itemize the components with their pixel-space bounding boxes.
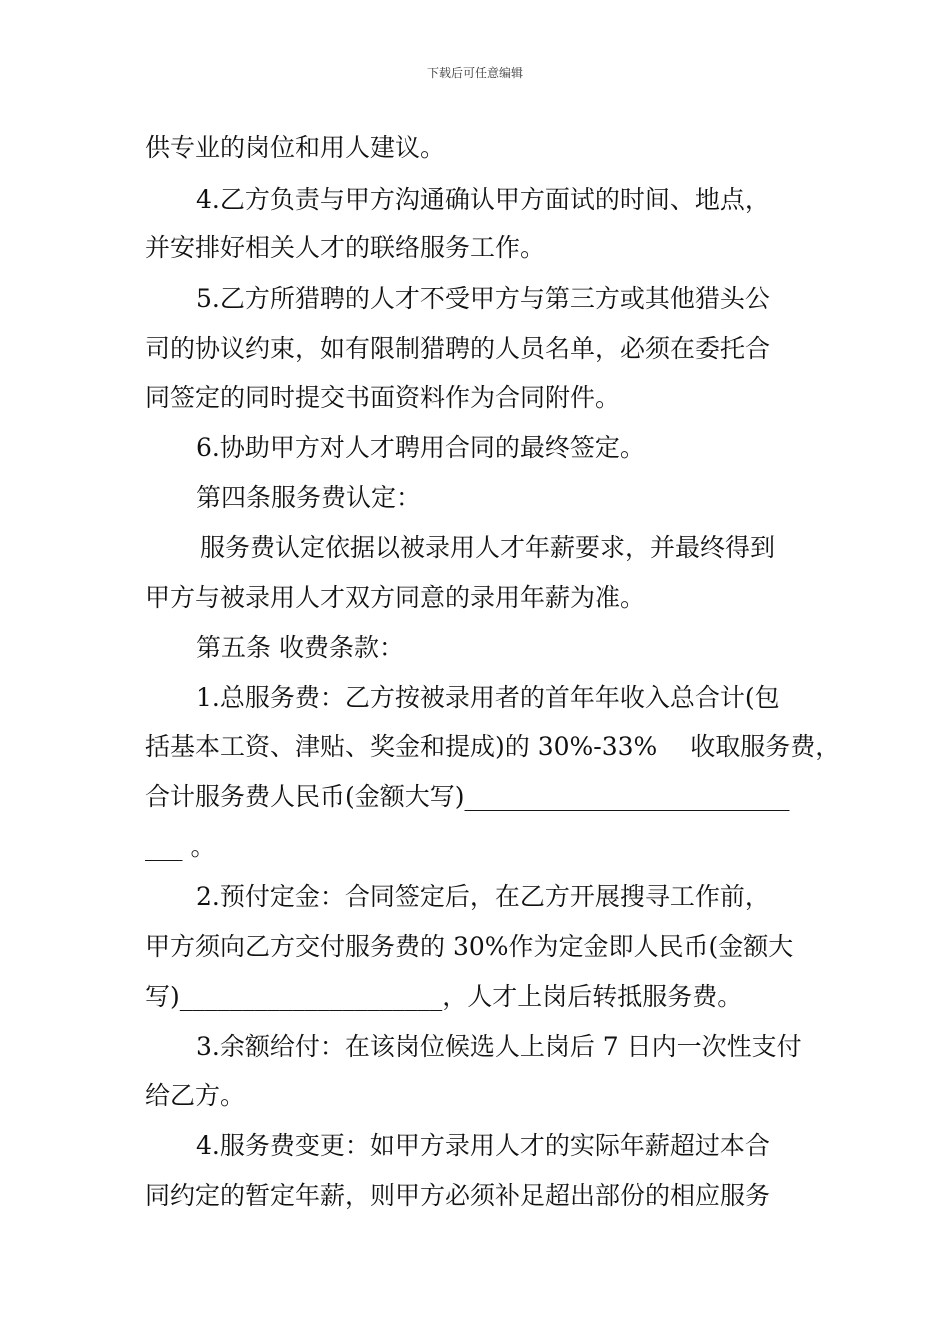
body-line: 4.服务费变更：如甲方录用人才的实际年薪超过本合 (196, 1131, 770, 1160)
body-line: 4.乙方负责与甲方沟通确认甲方面试的时间、地点， (196, 185, 770, 214)
body-line: 括基本工资、津贴、奖金和提成)的 30%-33% 收取服务费， (145, 732, 841, 761)
body-line: 合计服务费人民币(金额大写)__________________________ (145, 782, 790, 811)
body-line: 同约定的暂定年薪，则甲方必须补足超出部份的相应服务 (145, 1181, 771, 1210)
body-line: 5.乙方所猎聘的人才不受甲方与第三方或其他猎头公 (196, 284, 770, 313)
body-line: 并安排好相关人才的联络服务工作。 (145, 233, 546, 262)
body-line: 1.总服务费：乙方按被录用者的首年年收入总合计(包 (196, 683, 780, 712)
body-line: 3.余额给付：在该岗位候选人上岗后 7 日内一次性支付 (196, 1032, 802, 1061)
body-line: 甲方与被录用人才双方同意的录用年薪为准。 (145, 583, 646, 612)
body-line: 给乙方。 (145, 1081, 246, 1110)
section-heading: 第四条服务费认定： (196, 483, 422, 512)
body-line: 写)_____________________，人才上岗后转抵服务费。 (145, 982, 743, 1011)
page-header-note: 下载后可任意编辑 (426, 66, 523, 80)
section-heading: 第五条 收费条款： (196, 633, 404, 662)
body-line: 甲方须向乙方交付服务费的 30%作为定金即人民币(金额大 (145, 932, 794, 961)
body-line: 6.协助甲方对人才聘用合同的最终签定。 (196, 433, 645, 462)
body-line: 服务费认定依据以被录用人才年薪要求，并最终得到 (200, 533, 776, 562)
body-line: 司的协议约束，如有限制猎聘的人员名单，必须在委托合 (145, 334, 771, 363)
body-line: ___ 。 (145, 832, 216, 861)
body-line: 供专业的岗位和用人建议。 (145, 133, 446, 162)
body-line: 2.预付定金：合同签定后，在乙方开展搜寻工作前， (196, 882, 770, 911)
body-line: 同签定的同时提交书面资料作为合同附件。 (145, 383, 621, 412)
